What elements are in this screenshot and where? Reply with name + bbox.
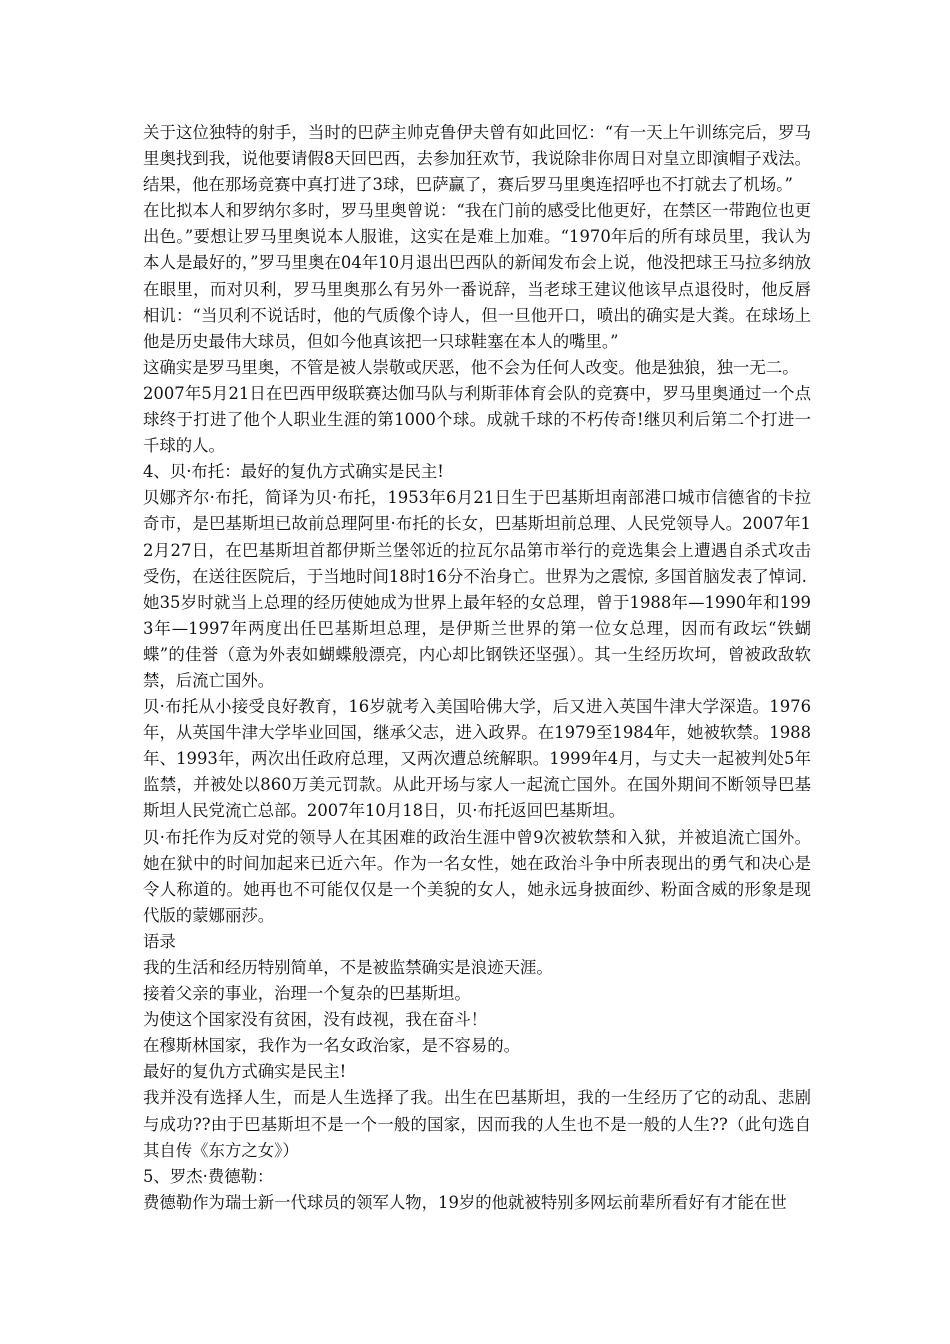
paragraph-cruyff-recollection: 关于这位独特的射手，当时的巴萨主帅克鲁伊夫曾有如此回忆：“有一天上午训练完后，罗马里奥找到我，说他要请假8天回巴西，去参加狂欢节，我说除非你周日对皇立即演帽子戏法。结果，他在那场竞赛中真打进了3球，巴萨赢了，赛后罗马里奥连招呼也不打就去了机场。” [143,123,811,195]
quote-line: 在穆斯林国家，我作为一名女政治家，是不容易的。 [143,1036,520,1056]
paragraph-bhutto-education: 贝·布托从小接受良好教育，16岁就考入美国哈佛大学，后又进入英国牛津大学深造。1976年，从英国牛津大学毕业回国，继承父志，进入政界。在1979至1984年，她被软禁。1988年、1993年，两次出任政府总理，又两次遭总统解职。1999年4月，与丈夫一起被判处5年监禁，并被处以860万美元罚款。从此开场与家人一起流亡国外。在国外期间不断领导巴基斯坦人民党流亡总部。2007年10月18日，贝·布托返回巴基斯坦。 [143,697,811,821]
paragraph-romario-1000-goals: 2007年5月21日在巴西甲级联赛达伽马队与利斯菲体育会队的竞赛中，罗马里奥通过一个点球终于打进了他个人职业生涯的第1000个球。成就千球的不朽传奇!继贝利后第二个打进一千球的人。 [143,383,811,456]
paragraph-romario-lone-wolf: 这确实是罗马里奥，不管是被人崇敬或厌恶，他不会为任何人改变。他是独狼，独一无二。 [143,357,799,377]
quote-autobiography: 我并没有选择人生，而是人生选择了我。出生在巴基斯坦，我的一生经历了它的动乱、悲剧与成功??由于巴基斯坦不是一个一般的国家，因而我的人生也不是一般的人生??（此句选自其自传《东方之女》） [143,1088,811,1160]
quote-line: 最好的复仇方式确实是民主! [143,1062,347,1082]
paragraph-bhutto-opposition: 贝·布托作为反对党的领导人在其困难的政治生涯中曾9次被软禁和入狱，并被追流亡国外。她在狱中的时间加起来已近六年。作为一名女性，她在政治斗争中所表现出的勇气和决心是令人称道的。她再也不可能仅仅是一个美貌的女人，她永远身披面纱、粉面含威的形象是现代版的蒙娜丽莎。 [143,827,811,925]
quotes-heading: 语录 [143,931,176,951]
section-heading-bhutto: 4、贝·布托：最好的复仇方式确实是民主! [143,462,444,482]
section-heading-federer: 5、罗杰·费德勒： [143,1166,274,1186]
quote-line: 为使这个国家没有贫困，没有歧视，我在奋斗！ [143,1010,488,1030]
quote-line: 接着父亲的事业，治理一个复杂的巴基斯坦。 [143,984,471,1004]
paragraph-federer-intro: 费德勒作为瑞士新一代球员的领军人物，19岁的他就被特别多网坛前辈所看好有才能在世 [143,1192,787,1212]
paragraph-bhutto-intro: 贝娜齐尔·布托，简译为贝·布托，1953年6月21日生于巴基斯坦南部港口城市信德省的卡拉奇市，是巴基斯坦已故前总理阿里·布托的长女，巴基斯坦前总理、人民党领导人。2007年12月27日，在巴基斯坦首都伊斯兰堡邻近的拉瓦尔品第市举行的竞选集会上遭遇自杀式攻击受伤，在送往医院后，于当地时间18时16分不治身亡。世界为之震惊, 多国首脑发表了悼词. [143,488,811,586]
quote-line: 我的生活和经历特别简单，不是被监禁确实是浪迹天涯。 [143,958,553,977]
paragraph-romario-comparison: 在比拟本人和罗纳尔多时，罗马里奥曾说：“我在门前的感受比他更好，在禁区一带跑位也更出色。”要想让罗马里奥说本人服谁，这实在是难上加难。“1970年后的所有球员里，我认为本人是最好的，”罗马里奥在04年10月退出巴西队的新闻发布会上说，他没把球王马拉多纳放在眼里，而对贝利，罗马里奥那么有另外一番说辞，当老球王建议他该早点退役时，他反唇相讥：“当贝利不说话时，他的气质像个诗人，但一旦他开口，喷出的确实是大粪。在球场上他是历史最伟大球员，但如今他真该把一只球鞋塞在本人的嘴里。” [143,201,811,351]
document-body [143,120,811,1216]
paragraph-bhutto-prime-minister: 她35岁时就当上总理的经历使她成为世界上最年轻的女总理，曾于1988年—1990年和1993年—1997年两度出任巴基斯坦总理，是伊斯兰世界的第一位女总理，因而有政坛“铁蝴蝶”的佳誉（意为外表如蝴蝶般漂亮，内心却比钢铁还坚强）。其一生经历坎坷，曾被政敌软禁，后流亡国外。 [143,592,811,690]
